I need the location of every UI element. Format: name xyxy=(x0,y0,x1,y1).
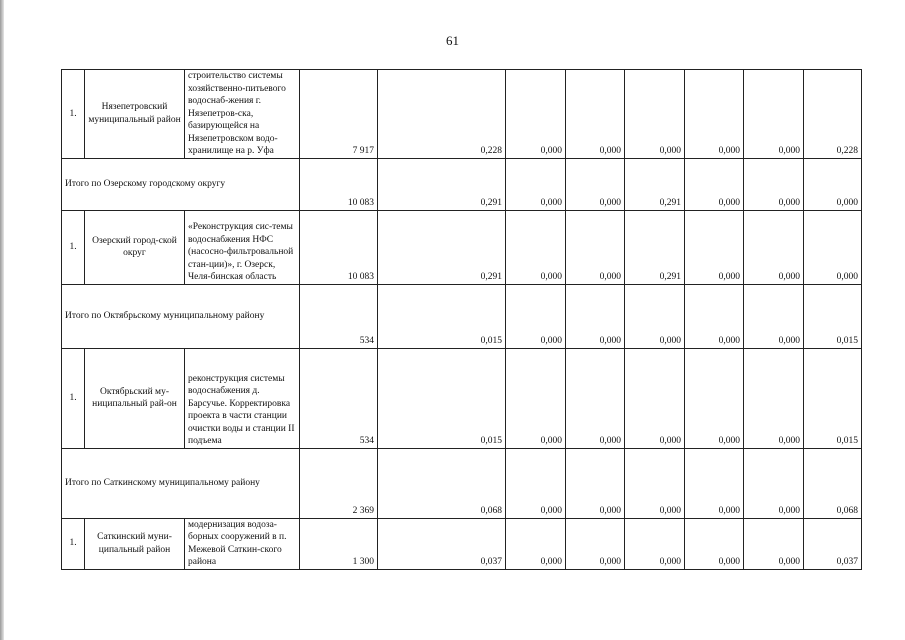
project-description: модернизация водоза-борных сооружений в п. Межевой Саткин-ского района xyxy=(185,518,300,569)
value-cell: 0,000 xyxy=(625,518,685,569)
table-row xyxy=(62,210,862,284)
row-number: 1. xyxy=(62,348,85,448)
value-cell: 0,000 xyxy=(566,70,625,159)
value-cell: 0,000 xyxy=(625,348,685,448)
value-cell: 1 300 xyxy=(300,518,378,569)
table-row xyxy=(62,70,862,159)
total-label: Итого по Октябрьскому муниципальному району xyxy=(62,284,300,348)
value-cell: 7 917 xyxy=(300,70,378,159)
municipality-cell: Озерский город-ской округ xyxy=(85,210,185,284)
table-row xyxy=(62,518,862,569)
value-cell: 10 083 xyxy=(300,158,378,210)
value-cell: 0,000 xyxy=(685,70,744,159)
value-cell: 0,000 xyxy=(506,448,566,518)
value-cell: 0,000 xyxy=(804,158,862,210)
value-cell: 0,000 xyxy=(506,284,566,348)
value-cell: 0,000 xyxy=(744,70,804,159)
municipality-cell: Саткинский муни-ципальный район xyxy=(85,518,185,569)
value-cell: 0,291 xyxy=(625,210,685,284)
value-cell: 0,000 xyxy=(744,158,804,210)
value-cell: 0,000 xyxy=(566,348,625,448)
total-label: Итого по Саткинскому муниципальному району xyxy=(62,448,300,518)
project-description: реконструкция системы водоснабжения д. Барсучье. Корректировка проекта в части станции очистки воды и станции II подъема xyxy=(185,348,300,448)
value-cell: 10 083 xyxy=(300,210,378,284)
value-cell: 0,000 xyxy=(506,210,566,284)
value-cell: 0,068 xyxy=(378,448,506,518)
value-cell: 0,000 xyxy=(685,448,744,518)
page-edge-shadow xyxy=(0,0,4,640)
value-cell: 0,000 xyxy=(744,210,804,284)
value-cell: 0,228 xyxy=(378,70,506,159)
project-description: строительство системы хозяйственно-питьевого водоснаб-жения г. Нязепетров-ска, базирующейся на Нязепетровском водо-хранилище на р. Уфа xyxy=(185,70,300,159)
value-cell: 0,000 xyxy=(685,284,744,348)
value-cell: 0,000 xyxy=(685,158,744,210)
value-cell: 0,000 xyxy=(566,210,625,284)
project-description: «Реконструкция сис-темы водоснабжения НФС (насосно-фильтровальной стан-ции)», г. Озерск, Челя-бинская область xyxy=(185,210,300,284)
row-number: 1. xyxy=(62,210,85,284)
value-cell: 0,000 xyxy=(566,158,625,210)
municipality-cell: Нязепетровский муниципальный район xyxy=(85,70,185,159)
total-row xyxy=(62,158,862,210)
value-cell: 0,015 xyxy=(378,284,506,348)
value-cell: 0,228 xyxy=(804,70,862,159)
investment-table xyxy=(61,69,862,570)
value-cell: 534 xyxy=(300,348,378,448)
table-row xyxy=(62,348,862,448)
value-cell: 0,015 xyxy=(804,348,862,448)
value-cell: 0,000 xyxy=(566,448,625,518)
value-cell: 0,000 xyxy=(566,284,625,348)
value-cell: 0,037 xyxy=(378,518,506,569)
value-cell: 0,000 xyxy=(625,448,685,518)
value-cell: 0,000 xyxy=(566,518,625,569)
row-number: 1. xyxy=(62,518,85,569)
value-cell: 0,037 xyxy=(804,518,862,569)
total-row xyxy=(62,284,862,348)
value-cell: 2 369 xyxy=(300,448,378,518)
value-cell: 0,000 xyxy=(685,518,744,569)
value-cell: 0,000 xyxy=(804,210,862,284)
value-cell: 534 xyxy=(300,284,378,348)
row-number: 1. xyxy=(62,70,85,159)
value-cell: 0,000 xyxy=(685,210,744,284)
value-cell: 0,068 xyxy=(804,448,862,518)
value-cell: 0,000 xyxy=(744,448,804,518)
value-cell: 0,291 xyxy=(378,210,506,284)
value-cell: 0,000 xyxy=(744,518,804,569)
value-cell: 0,000 xyxy=(625,284,685,348)
value-cell: 0,015 xyxy=(378,348,506,448)
page-number: 61 xyxy=(446,33,459,48)
value-cell: 0,000 xyxy=(685,348,744,448)
value-cell: 0,000 xyxy=(506,518,566,569)
value-cell: 0,000 xyxy=(506,70,566,159)
value-cell: 0,000 xyxy=(744,284,804,348)
value-cell: 0,291 xyxy=(378,158,506,210)
municipality-cell: Октябрьский му-ниципальный рай-он xyxy=(85,348,185,448)
value-cell: 0,000 xyxy=(506,158,566,210)
value-cell: 0,000 xyxy=(625,70,685,159)
value-cell: 0,000 xyxy=(506,348,566,448)
value-cell: 0,000 xyxy=(744,348,804,448)
value-cell: 0,291 xyxy=(625,158,685,210)
total-label: Итого по Озерскому городскому округу xyxy=(62,158,300,210)
total-row xyxy=(62,448,862,518)
value-cell: 0,015 xyxy=(804,284,862,348)
